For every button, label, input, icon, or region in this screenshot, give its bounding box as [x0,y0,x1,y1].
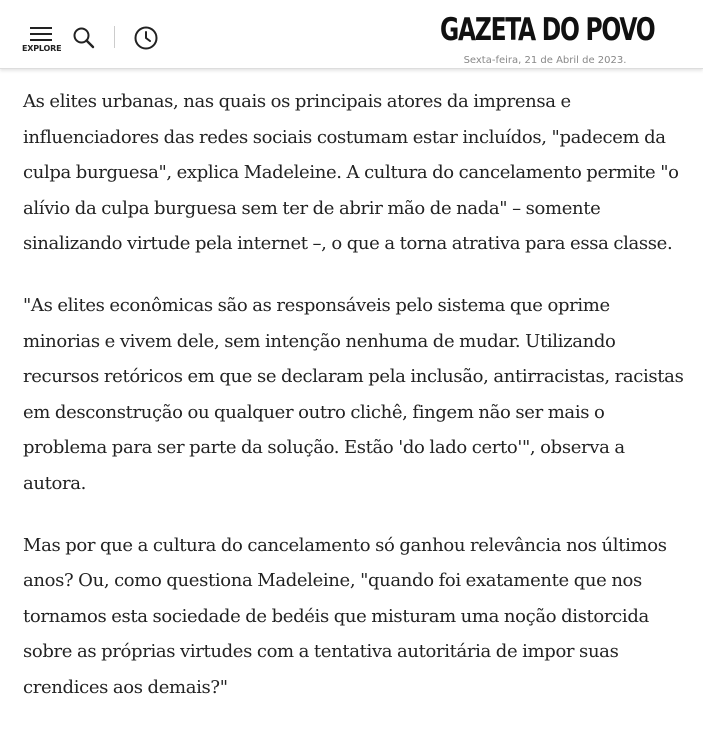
explore-menu-label: EXPLORE [22,44,62,53]
article-paragraph-2: "As elites econômicas são as responsáveis pelo sistema que oprime minorias e vivem dele, sem intenção nenhuma de mudar. Utilizando recursos retóricos em que se declaram pela inclusão, antirracistas, racistas em desconstrução ou qualquer outro clichê, fingem não ser mais o problema para ser parte da solução. Estão 'do lado certo'", observa a autora. [23,294,684,494]
recent-news-button[interactable] [133,25,159,51]
header-date: Sexta-feira, 21 de Abril de 2023. [463,55,627,66]
article-paragraph-3: Mas por que a cultura do cancelamento só ganhou relevância nos últimos anos? Ou, como questiona Madeleine, "quando foi exatamente que nos tornamos esta sociedade de bedéis que misturam uma noção distorcida sobre as próprias virtudes com a tentativa autoritária de impor suas crendices aos demais?" [23,534,667,698]
header-divider [114,26,115,48]
article-body [23,84,691,732]
hamburger-menu-icon [30,27,52,41]
search-icon [72,26,96,50]
site-logo[interactable]: GAZETA DO POVO [440,12,655,48]
article-paragraph-1: As elites urbanas, nas quais os principais atores da imprensa e influenciadores das redes sociais costumam estar incluídos, "padecem da culpa burguesa", explica Madeleine. A cultura do cancelamento permite "o alívio da culpa burguesa sem ter de abrir mão de nada" – somente sinalizando virtude pela internet –, o que a torna atrativa para essa classe. [23,91,679,255]
search-button[interactable] [72,26,96,50]
clock-icon [133,25,159,51]
explore-menu-button[interactable] [22,27,60,55]
top-bar [0,0,703,69]
